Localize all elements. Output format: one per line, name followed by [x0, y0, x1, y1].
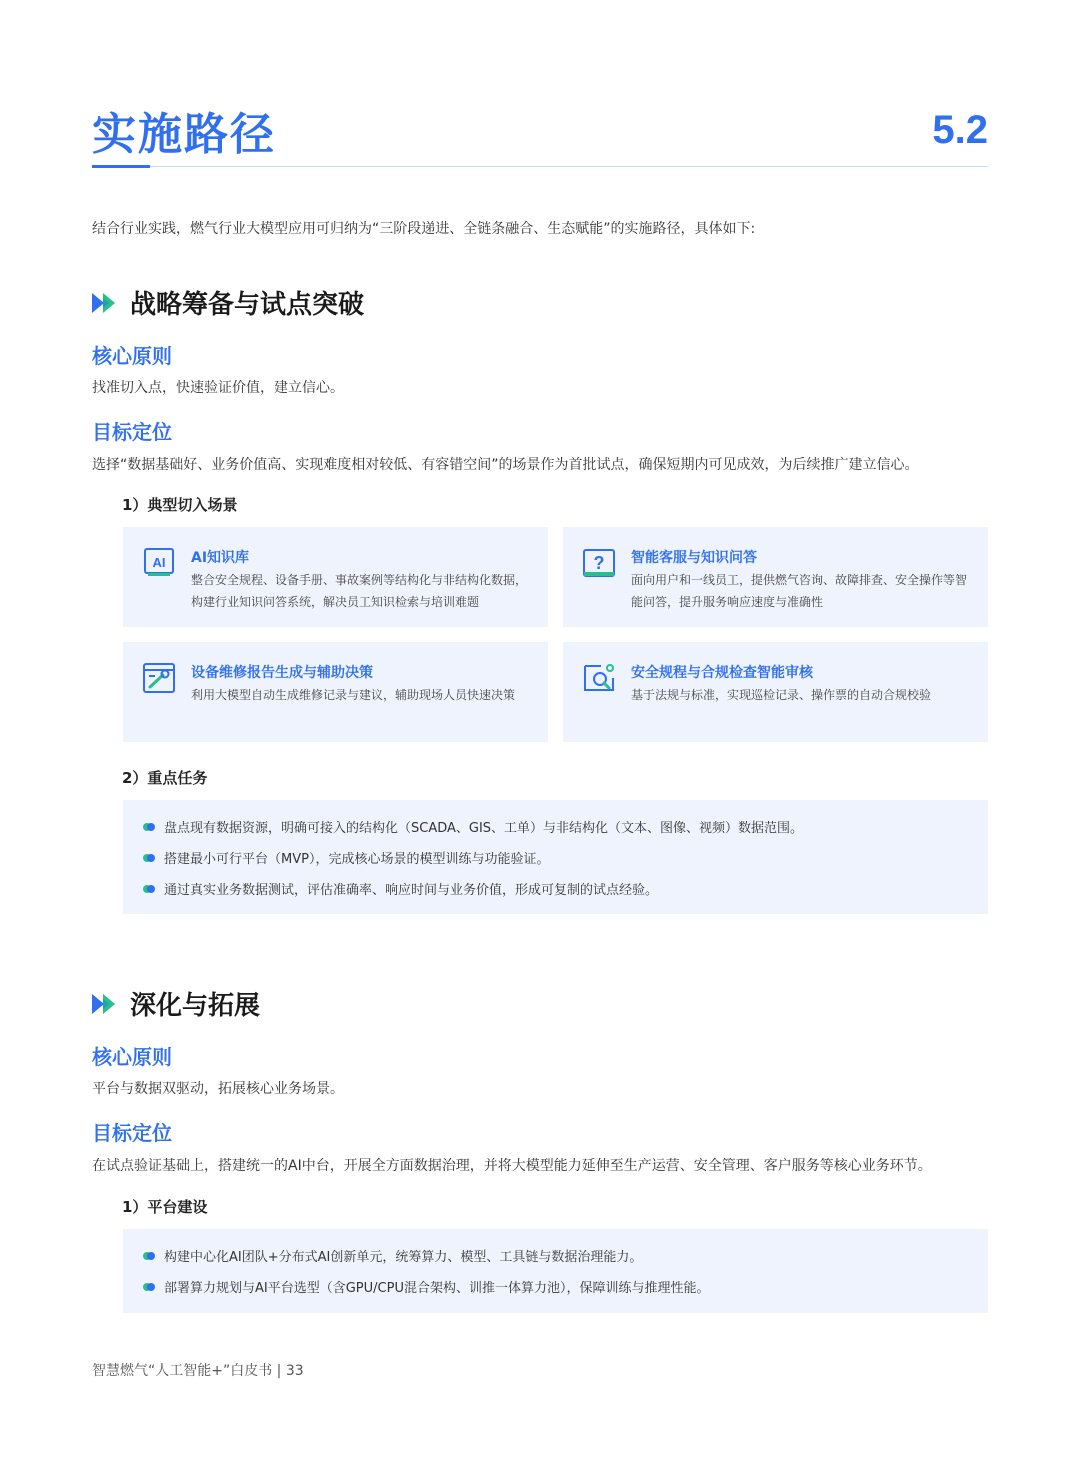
question-icon: [581, 545, 617, 581]
header-divider-accent: [92, 165, 150, 168]
card-description: 整合安全规程、设备手册、事故案例等结构化与非结构化数据，构建行业知识问答系统，解决员工知识检索与培训难题: [191, 573, 528, 609]
tasks-heading: 2）重点任务: [122, 769, 208, 787]
bullet-icon: [143, 885, 155, 893]
phase2-target-heading: 目标定位: [92, 1121, 172, 1145]
phase2-heading-text: 深化与拓展: [130, 991, 261, 1021]
scenario-card: [123, 527, 548, 627]
phase1-heading-text: 战略筹备与试点突破: [130, 290, 365, 320]
list-item-text: 搭建最小可行平台（MVP），完成核心场景的模型训练与功能验证。: [164, 852, 550, 867]
scenarios-heading: 1）典型切入场景: [122, 496, 238, 514]
question-icon-label: ?: [593, 553, 605, 573]
card-description: 面向用户和一线员工，提供燃气咨询、故障排查、安全操作等智能问答，提升服务响应速度与准确性: [631, 573, 968, 609]
tasks-list: [123, 800, 988, 914]
page-title: 实施路径: [92, 109, 276, 160]
scenario-card: [563, 527, 988, 627]
card-title: AI知识库: [191, 550, 250, 566]
maintenance-report-icon: [141, 660, 177, 696]
bullet-icon: [143, 854, 155, 862]
header-divider: [92, 166, 988, 167]
list-item-text: 盘点现有数据资源，明确可接入的结构化（SCADA、GIS、工单）与非结构化（文本、图像、视频）数据范围。: [164, 821, 804, 836]
double-arrow-icon: [92, 993, 120, 1015]
list-item-text: 通过真实业务数据测试，评估准确率、响应时间与业务价值，形成可复制的试点经验。: [164, 883, 659, 898]
phase1-target-heading: 目标定位: [92, 420, 172, 444]
bullet-icon: [143, 1252, 155, 1260]
phase1-target: 选择“数据基础好、业务价值高、实现难度相对较低、有容错空间”的场景作为首批试点，确保短期内可见成效，为后续推广建立信心。: [92, 457, 919, 473]
scenario-card: [563, 642, 988, 742]
card-title: 设备维修报告生成与辅助决策: [191, 665, 373, 681]
phase2-principle-heading: 核心原则: [92, 1045, 172, 1069]
page-footer: 智慧燃气“人工智能+”白皮书 | 33: [92, 1363, 304, 1379]
platform-heading: 1）平台建设: [122, 1198, 208, 1216]
phase2-target: 在试点验证基础上，搭建统一的AI中台，开展全方面数据治理，并将大模型能力延伸至生产运营、安全管理、客户服务等核心业务环节。: [92, 1158, 932, 1174]
card-description: 基于法规与标准，实现巡检记录、操作票的自动合规校验: [631, 688, 932, 702]
phase1-principle: 找准切入点，快速验证价值，建立信心。: [92, 380, 344, 396]
card-title: 智能客服与知识问答: [631, 550, 757, 566]
list-item: [143, 873, 968, 904]
phase2-principle: 平台与数据双驱动，拓展核心业务场景。: [92, 1081, 344, 1097]
scenario-card: [123, 642, 548, 742]
list-item-text: 构建中心化AI团队+分布式AI创新单元，统筹算力、模型、工具链与数据治理能力。: [164, 1250, 643, 1265]
bullet-icon: [143, 1283, 155, 1291]
platform-list: [123, 1229, 988, 1313]
list-item-text: 部署算力规划与AI平台选型（含GPU/CPU混合架构、训推一体算力池），保障训练与推理性能。: [164, 1281, 710, 1296]
list-item: [143, 811, 968, 842]
compliance-review-icon: [581, 660, 617, 696]
intro-paragraph: 结合行业实践，燃气行业大模型应用可归纳为“三阶段递进、全链条融合、生态赋能”的实施路径，具体如下:: [92, 221, 756, 237]
list-item: [143, 842, 968, 873]
phase1-heading: [92, 284, 364, 321]
card-description: 利用大模型自动生成维修记录与建议，辅助现场人员快速决策: [191, 688, 516, 702]
ai-icon: [141, 545, 177, 581]
list-item: [143, 1240, 968, 1271]
phase2-heading: [92, 985, 260, 1022]
section-number: 5.2: [932, 108, 988, 152]
ai-icon-label: AI: [152, 555, 166, 570]
list-item: [143, 1271, 968, 1302]
bullet-icon: [143, 823, 155, 831]
double-arrow-icon: [92, 292, 120, 314]
phase1-principle-heading: 核心原则: [92, 344, 172, 368]
card-title: 安全规程与合规检查智能审核: [631, 665, 813, 681]
